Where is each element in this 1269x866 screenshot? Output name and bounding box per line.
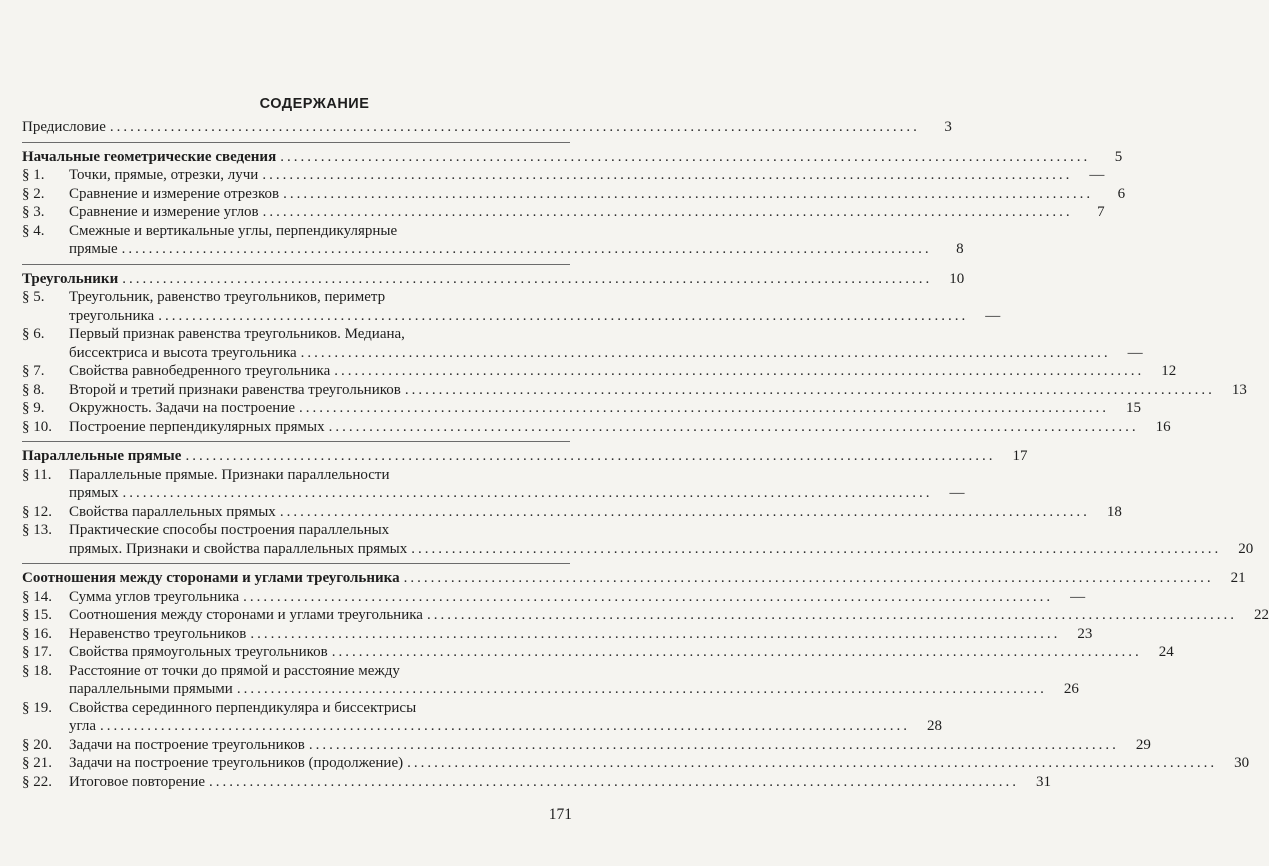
section-title-line: угла bbox=[69, 718, 97, 734]
section-number: § 12. bbox=[22, 503, 52, 520]
section-number: § 14. bbox=[22, 588, 52, 605]
leader-dots: ........................................................................................................................ bbox=[280, 148, 1091, 165]
section-number: § 9. bbox=[22, 400, 45, 416]
section-number: § 17. bbox=[22, 644, 52, 660]
section-number: § 21. bbox=[22, 755, 52, 771]
leader-dots: ........................................................................................................................ bbox=[403, 570, 1214, 586]
section-title-line: Задачи на построение треугольников bbox=[69, 736, 305, 753]
section-entry bbox=[22, 503, 1122, 522]
section-number: § 1. bbox=[22, 167, 45, 183]
section-page: 26 bbox=[1063, 681, 1079, 697]
section-entry bbox=[22, 185, 1126, 204]
section-entry bbox=[22, 466, 570, 485]
leader-dots: ........................................................................................................................ bbox=[243, 588, 1054, 605]
chapter-entry bbox=[22, 270, 965, 289]
chapter-label: Начальные геометрические сведения bbox=[22, 148, 277, 165]
section-title-line: биссектриса и высота треугольника bbox=[69, 344, 297, 361]
section-number: § 11. bbox=[22, 466, 52, 483]
section-page: 23 bbox=[1077, 625, 1093, 642]
section-title-line: Параллельные прямые. Признаки параллельности bbox=[69, 466, 390, 483]
chapter-page: 17 bbox=[1012, 448, 1028, 464]
section-entry bbox=[22, 203, 1105, 222]
section-entry bbox=[22, 362, 1177, 381]
chapter-page: 21 bbox=[1230, 570, 1246, 586]
leader-dots: ........................................................................................................................ bbox=[121, 241, 932, 257]
section-title-line: Свойства серединного перпендикуляра и биссектрисы bbox=[69, 699, 417, 716]
section-title-line: Первый признак равенства треугольников. Медиана, bbox=[69, 326, 405, 342]
section-title-line: Итоговое повторение bbox=[69, 773, 206, 790]
leader-dots: ........................................................................................................................ bbox=[158, 307, 969, 324]
leader-dots: ........................................................................................................................ bbox=[308, 736, 1119, 753]
section-entry bbox=[22, 399, 1142, 418]
section-title-line: Сравнение и измерение отрезков bbox=[69, 185, 280, 202]
section-number: § 19. bbox=[22, 699, 52, 716]
section-page: 24 bbox=[1158, 644, 1174, 660]
section-title-line: Свойства равнобедренного треугольника bbox=[69, 363, 331, 379]
section-page: — bbox=[1070, 588, 1086, 605]
section-page: — bbox=[949, 485, 965, 501]
leader-dots: ........................................................................................................................ bbox=[299, 400, 1110, 416]
section-number: § 22. bbox=[22, 773, 52, 790]
section-page: 30 bbox=[1234, 755, 1250, 771]
section-title-line: Сравнение и измерение углов bbox=[69, 204, 259, 220]
section-title-line: треугольника bbox=[69, 307, 155, 324]
preface-entry bbox=[22, 118, 952, 137]
section-title-line: Соотношения между сторонами и углами треугольника bbox=[69, 607, 423, 623]
section-title-line: Задачи на построение треугольников (продолжение) bbox=[69, 755, 404, 771]
leader-dots: ........................................................................................................................ bbox=[328, 418, 1139, 435]
chapter-entry bbox=[22, 148, 1123, 167]
section-entry bbox=[22, 625, 1093, 644]
section-entry-continuation bbox=[22, 344, 1143, 363]
leader-dots: ........................................................................................................................ bbox=[122, 270, 933, 287]
section-entry-continuation bbox=[22, 680, 1079, 699]
section-page: 7 bbox=[1097, 204, 1105, 220]
section-page: — bbox=[1127, 344, 1143, 361]
section-page: — bbox=[985, 307, 1001, 324]
section-entry bbox=[22, 754, 1250, 773]
leader-dots: ........................................................................................................................ bbox=[100, 718, 911, 734]
section-title-line: Свойства прямоугольных треугольников bbox=[69, 644, 328, 660]
section-number: § 10. bbox=[22, 418, 52, 435]
section-divider bbox=[22, 441, 570, 442]
page-title: СОДЕРЖАНИЕ bbox=[259, 96, 370, 112]
section-entry bbox=[22, 662, 570, 681]
section-entry bbox=[22, 418, 1171, 437]
section-entry bbox=[22, 588, 1086, 607]
section-title-line: Практические способы построения параллельных bbox=[69, 522, 390, 538]
leader-dots: ........................................................................................................................ bbox=[262, 204, 1073, 220]
leader-dots: ........................................................................................................................ bbox=[250, 625, 1061, 642]
section-number: § 8. bbox=[22, 381, 45, 398]
table-of-contents bbox=[22, 118, 1269, 791]
section-entry bbox=[22, 773, 1052, 792]
leader-dots: ........................................................................................................................ bbox=[283, 185, 1094, 202]
chapter-entry bbox=[22, 569, 1246, 588]
section-title-line: прямые bbox=[69, 241, 118, 257]
page-number: 171 bbox=[548, 806, 572, 823]
section-title-line: Сумма углов треугольника bbox=[69, 588, 240, 605]
leader-dots: ........................................................................................................................ bbox=[279, 503, 1090, 520]
section-title-line: Треугольник, равенство треугольников, периметр bbox=[69, 289, 386, 305]
section-entry bbox=[22, 521, 570, 540]
section-title-line: параллельными прямыми bbox=[69, 681, 233, 697]
section-page: 29 bbox=[1135, 736, 1151, 753]
section-page: 18 bbox=[1106, 503, 1122, 520]
section-number: § 5. bbox=[22, 289, 45, 305]
section-title-line: Свойства параллельных прямых bbox=[69, 503, 276, 520]
section-entry bbox=[22, 643, 1174, 662]
section-title-line: Расстояние от точки до прямой и расстояние между bbox=[69, 662, 400, 679]
chapter-label: Треугольники bbox=[22, 270, 119, 287]
section-title-line: прямых bbox=[69, 485, 119, 501]
leader-dots: ........................................................................................................................ bbox=[185, 448, 996, 464]
section-entry bbox=[22, 699, 570, 718]
section-title-line: Неравенство треугольников bbox=[69, 625, 247, 642]
section-number: § 20. bbox=[22, 736, 52, 753]
leader-dots: ........................................................................................................................ bbox=[109, 119, 920, 135]
chapter-page: 5 bbox=[1114, 148, 1123, 165]
section-entry-continuation bbox=[22, 540, 1254, 559]
chapter-label: Параллельные прямые bbox=[22, 448, 182, 464]
chapter-page: 10 bbox=[949, 270, 965, 287]
section-page: 22 bbox=[1253, 607, 1269, 623]
section-page: 16 bbox=[1155, 418, 1171, 435]
leader-dots: ........................................................................................................................ bbox=[300, 344, 1111, 361]
section-title-line: Построение перпендикулярных прямых bbox=[69, 418, 325, 435]
chapter-label: Соотношения между сторонами и углами треугольника bbox=[22, 570, 400, 586]
section-number: § 3. bbox=[22, 204, 45, 220]
section-entry-continuation bbox=[22, 717, 943, 736]
section-entry-continuation bbox=[22, 484, 965, 503]
leader-dots: ........................................................................................................................ bbox=[122, 485, 933, 501]
section-entry-continuation bbox=[22, 307, 1001, 326]
leader-dots: ........................................................................................................................ bbox=[209, 773, 1020, 790]
entry-label: Предисловие bbox=[22, 119, 106, 135]
section-number: § 4. bbox=[22, 222, 45, 239]
leader-dots: ........................................................................................................................ bbox=[331, 644, 1142, 660]
leader-dots: ........................................................................................................................ bbox=[262, 167, 1073, 183]
section-entry bbox=[22, 381, 1247, 400]
chapter-entry bbox=[22, 447, 1028, 466]
section-number: § 16. bbox=[22, 625, 52, 642]
section-entry bbox=[22, 606, 1269, 625]
section-divider bbox=[22, 264, 570, 265]
section-title-line: прямых. Признаки и свойства параллельных прямых bbox=[69, 540, 408, 557]
section-title-line: Смежные и вертикальные углы, перпендикулярные bbox=[69, 222, 398, 239]
section-entry bbox=[22, 736, 1151, 755]
section-entry bbox=[22, 325, 570, 344]
leader-dots: ........................................................................................................................ bbox=[334, 363, 1145, 379]
section-page: 6 bbox=[1117, 185, 1126, 202]
entry-page: 3 bbox=[944, 119, 952, 135]
leader-dots: ........................................................................................................................ bbox=[236, 681, 1047, 697]
leader-dots: ........................................................................................................................ bbox=[411, 540, 1222, 557]
section-page: 31 bbox=[1036, 773, 1052, 790]
section-page: 12 bbox=[1161, 363, 1177, 379]
section-page: 8 bbox=[956, 241, 964, 257]
section-entry bbox=[22, 222, 570, 241]
section-number: § 18. bbox=[22, 662, 52, 679]
leader-dots: ........................................................................................................................ bbox=[426, 607, 1237, 623]
section-page: 15 bbox=[1126, 400, 1142, 416]
section-entry-continuation bbox=[22, 240, 964, 259]
section-divider bbox=[22, 563, 570, 564]
section-number: § 15. bbox=[22, 607, 52, 623]
section-page: — bbox=[1089, 167, 1105, 183]
section-title-line: Окружность. Задачи на построение bbox=[69, 400, 296, 416]
leader-dots: ........................................................................................................................ bbox=[404, 381, 1215, 398]
section-page: 28 bbox=[927, 718, 943, 734]
leader-dots: ........................................................................................................................ bbox=[407, 755, 1218, 771]
section-number: § 6. bbox=[22, 326, 45, 342]
section-number: § 7. bbox=[22, 363, 45, 379]
section-entry bbox=[22, 288, 570, 307]
section-page: 13 bbox=[1231, 381, 1247, 398]
section-page: 20 bbox=[1238, 540, 1254, 557]
section-number: § 13. bbox=[22, 522, 52, 538]
section-title-line: Точки, прямые, отрезки, лучи bbox=[69, 167, 259, 183]
section-title-line: Второй и третий признаки равенства треугольников bbox=[69, 381, 401, 398]
section-entry bbox=[22, 166, 1105, 185]
section-divider bbox=[22, 142, 570, 143]
section-number: § 2. bbox=[22, 185, 45, 202]
